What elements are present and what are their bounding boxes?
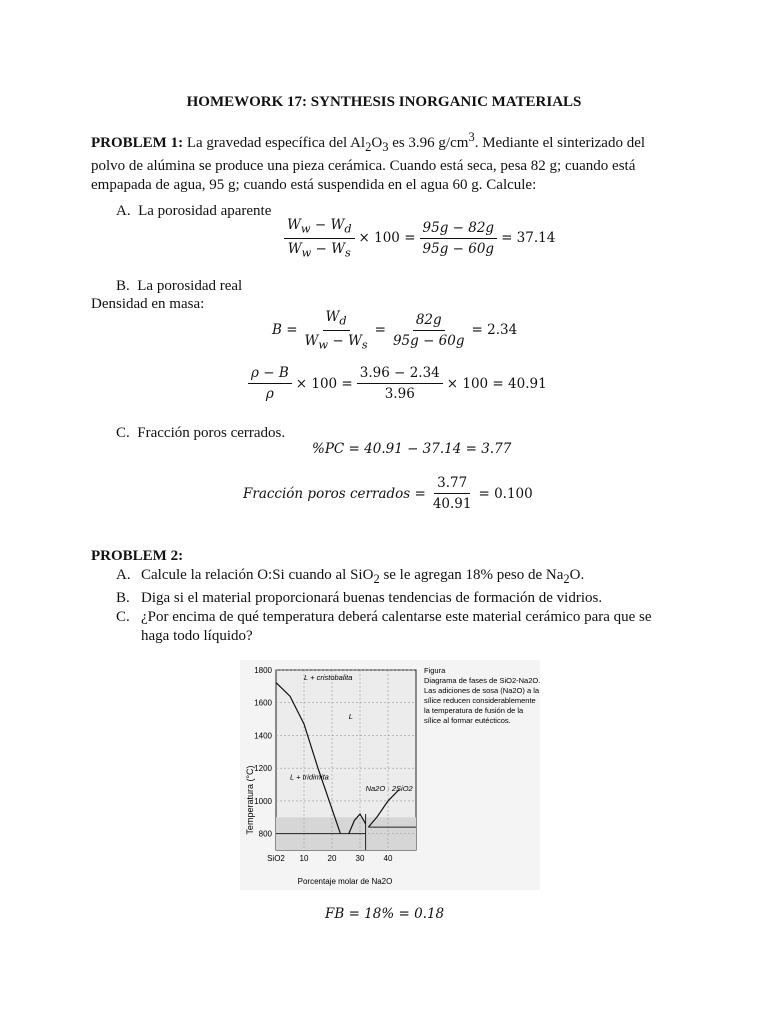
y-tick-label: 800: [258, 829, 272, 839]
equation-closed-pores: %PC = 40.91 − 37.14 = 3.77: [312, 441, 512, 457]
caption-label: Figura: [424, 666, 446, 675]
x-tick-label: 20: [327, 854, 337, 863]
chart-xlabel: Porcentaje molar de Na2O: [297, 877, 393, 886]
x-tick-label: 10: [299, 854, 309, 863]
y-tick-label: 1200: [254, 764, 272, 774]
chart-annotation: Na2O · 2SiO2: [365, 784, 413, 794]
equation-closed-fraction: Fracción poros cerrados = $\frac{3.77}{40.91}$ = 0.100: [243, 475, 533, 512]
y-tick-label: 1000: [254, 796, 272, 806]
phase-diagram-chart: [240, 660, 540, 890]
problem1-item-b: B. La porosidad real: [116, 278, 243, 294]
sup-3: 3: [468, 130, 475, 144]
caption-line: Las adiciones de sosa (Na2O) a la: [424, 686, 540, 695]
equation-bulk-density: B = $\frac{W_d}{W_w - W_s}$ = $\frac{82g}{95g - 60g}$ = 2.34: [272, 309, 518, 352]
list-item: B. Diga si el material proporcionará buenas tendencias de formación de vidrios.: [116, 590, 603, 606]
problem2-heading: PROBLEM 2:: [91, 548, 184, 564]
caption-line: Diagrama de fases de SiO2-Na2O.: [424, 676, 540, 685]
x-tick-label: SiO2: [267, 854, 285, 863]
caption-line: la temperatura de fusión de la: [424, 706, 524, 715]
chart-ylabel: Temperatura (°C): [245, 765, 255, 835]
chart-annotation: L + cristobalita: [304, 672, 353, 682]
intro-text-a: La gravedad específica del Al: [183, 135, 366, 151]
density-label: Densidad en masa:: [91, 296, 205, 312]
sub-2: 2: [365, 140, 372, 154]
problem1-heading: PROBLEM 1:: [91, 135, 184, 151]
equation-apparent-porosity: $\frac{W_w - W_d}{W_w - W_s}$ × 100 = $\frac{95g - 82g}{95g - 60g}$ = 37.14: [280, 217, 555, 259]
item-text: La porosidad aparente: [138, 203, 272, 219]
item-label: A.: [116, 203, 131, 219]
y-tick-label: 1800: [254, 666, 272, 675]
problem1-item-c: C. Fracción poros cerrados.: [116, 425, 286, 441]
intro-text-b: O: [371, 135, 383, 151]
sub-3: 3: [382, 140, 389, 154]
y-tick-label: 1400: [254, 731, 272, 741]
problem1-intro: [91, 128, 681, 195]
chart-annotation: L: [348, 712, 353, 722]
page-title: HOMEWORK 17: SYNTHESIS INORGANIC MATERIALS: [186, 94, 582, 110]
x-tick-label: 40: [383, 854, 393, 863]
list-item: A. Calcule la relación O:Si cuando al SiO$_2$ se le agregan 18% peso de $Na_2O$.: [116, 567, 585, 586]
caption-line: sílice al formar eutécticos.: [424, 716, 511, 725]
equation-fb: FB = 18% = 0.18: [325, 906, 445, 922]
intro-text-c: es 3.96 g/cm: [388, 135, 469, 151]
caption-line: sílice reducen considerablemente: [424, 696, 536, 705]
y-tick-label: 1600: [254, 698, 272, 708]
intro-text-d: . Mediante el sinterizado del polvo de alúmina se produce una pieza cerámica. Cuando está seca, pesa 82 g; cuando está empapada de agua, 95 g; cuando está suspendida en el agua 60 g. Calcule:: [91, 135, 646, 193]
equation-true-porosity: $\frac{\rho - B}{\rho}$ × 100 = $\frac{3.96 - 2.34}{3.96}$ × 100 = 40.91: [244, 365, 547, 402]
x-tick-label: 30: [355, 854, 365, 863]
problem2-list: [116, 566, 681, 646]
problem1-item-a: [116, 202, 271, 221]
chart-annotation: L + tridimita: [290, 772, 329, 782]
list-item: C. ¿Por encima de qué temperatura deberá calentarse este material cerámico para que se haga todo líquido?: [116, 609, 652, 644]
